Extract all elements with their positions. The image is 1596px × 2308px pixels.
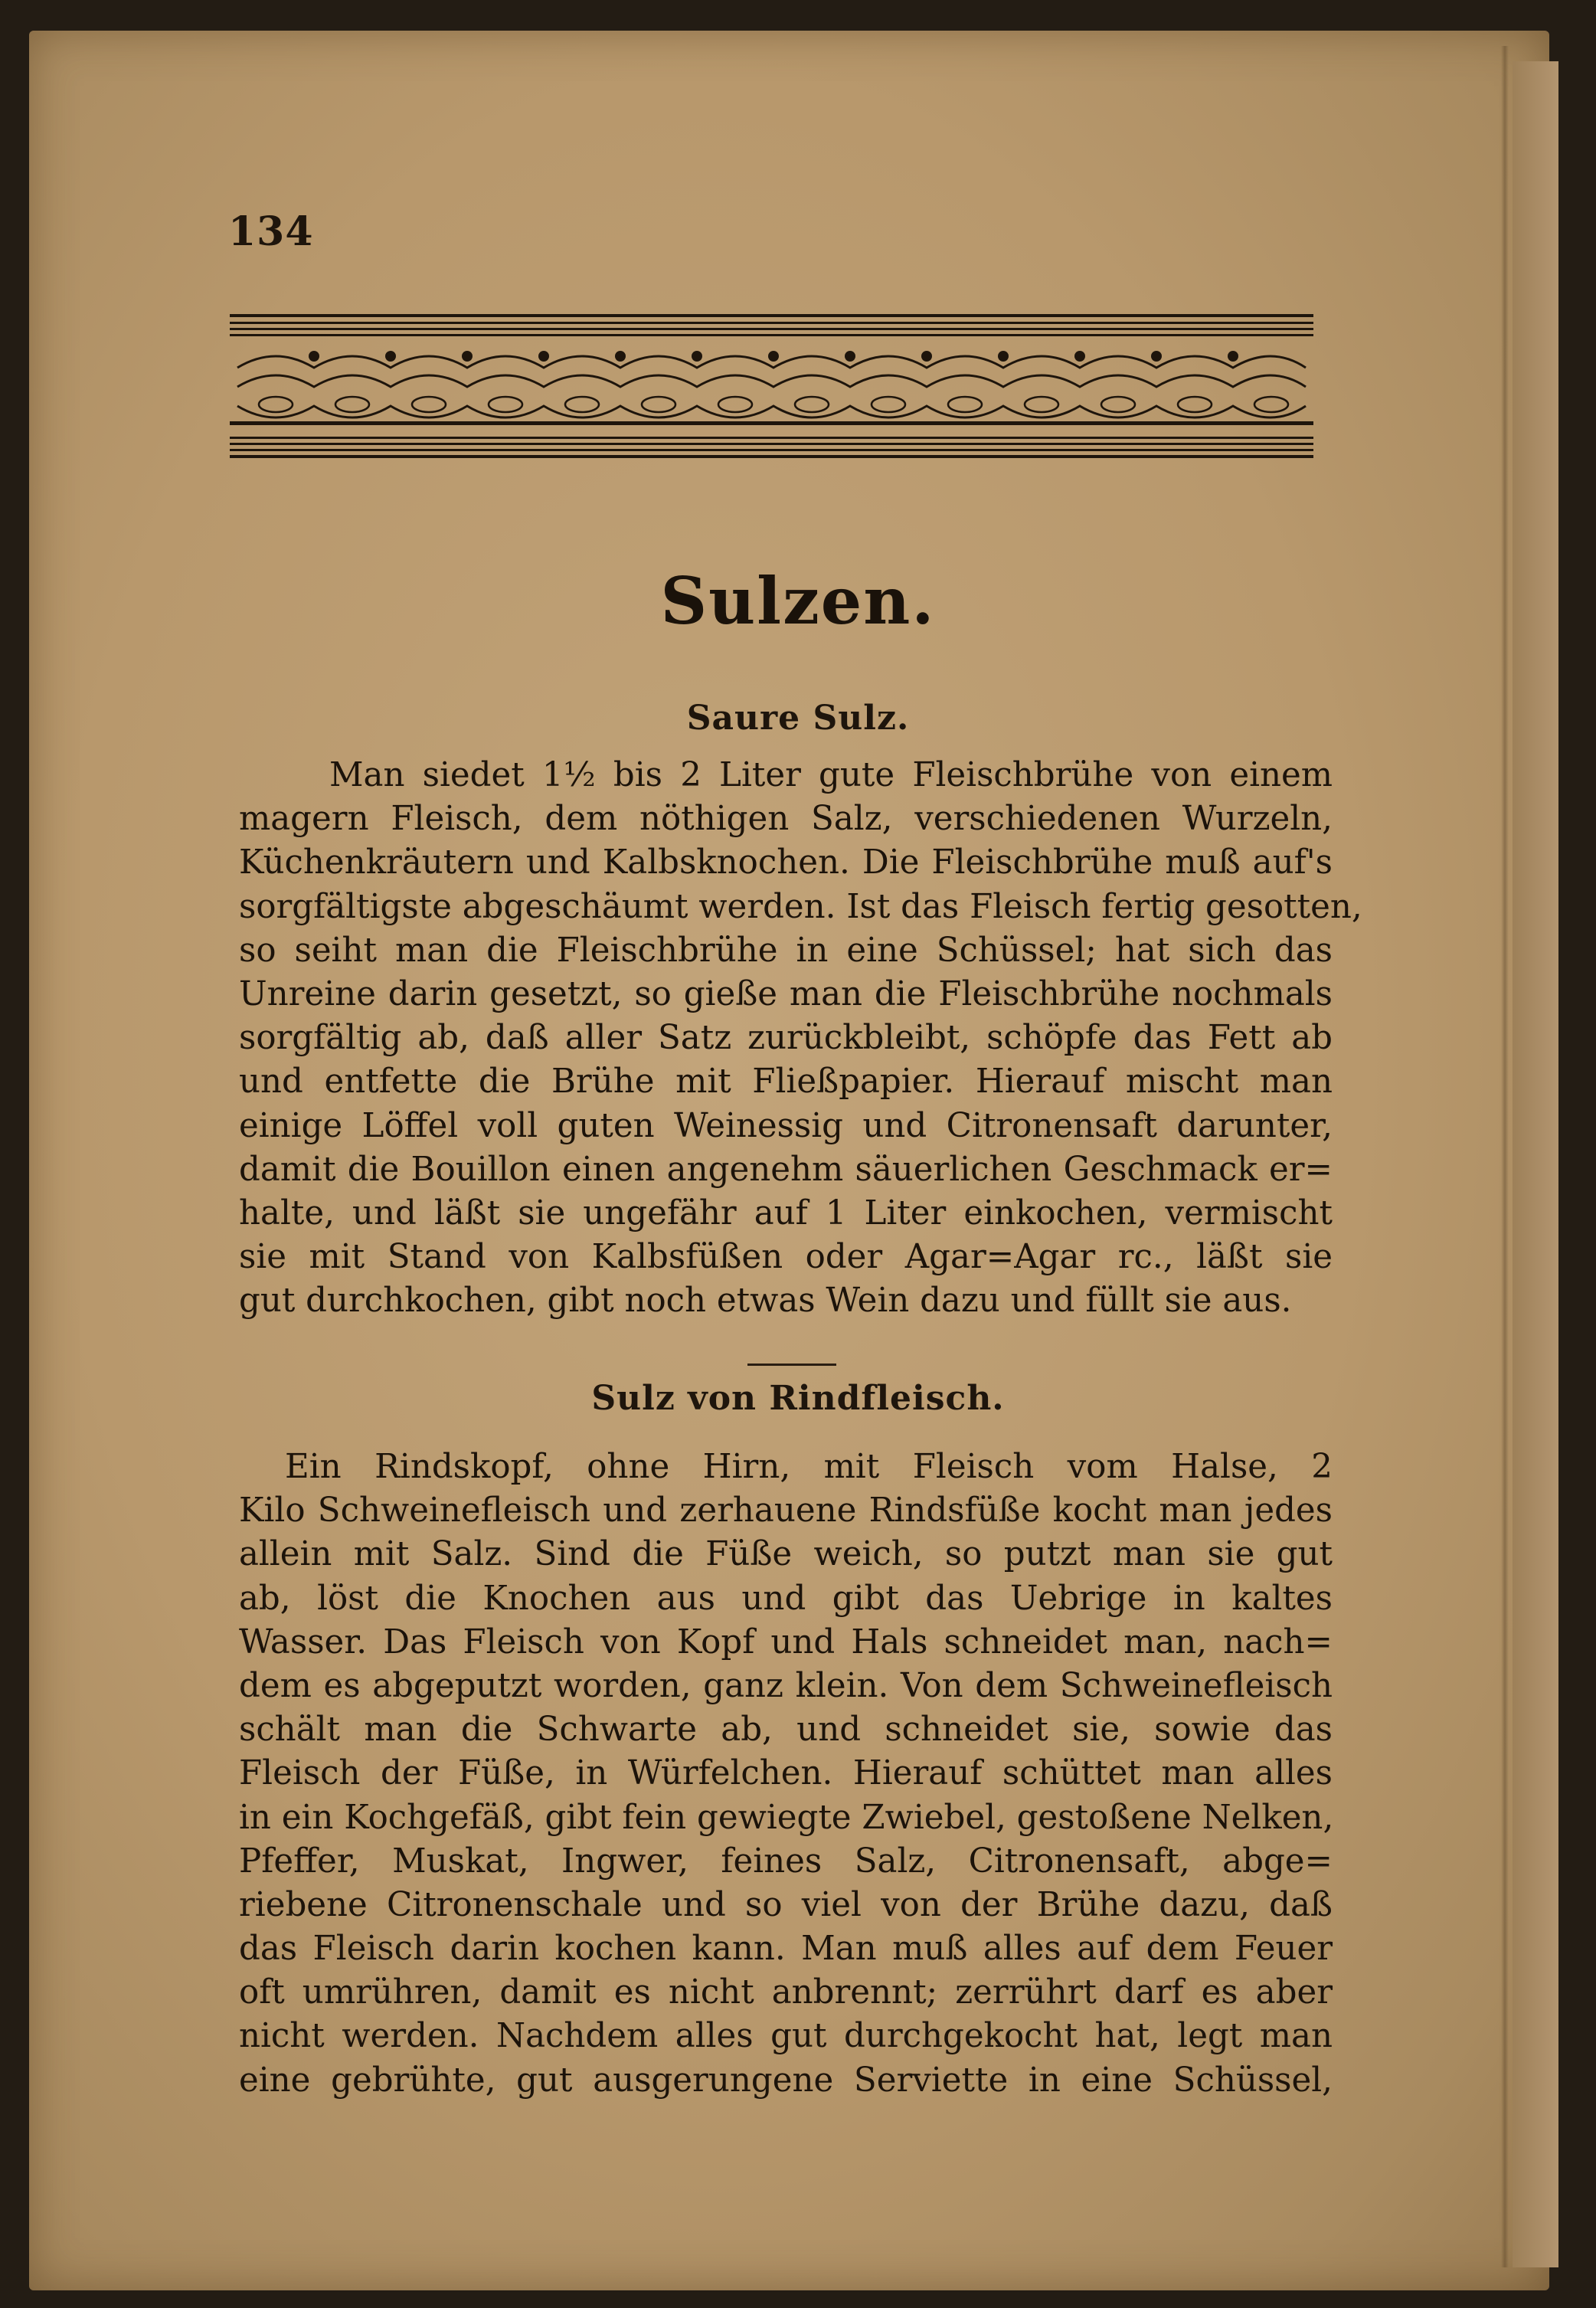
text-line: Ein Rindskopf, ohne Hirn, mit Fleisch vom Halse, 2 bbox=[285, 1448, 1333, 1486]
text-line: und entfette die Brühe mit Fließpapier. Hierauf mischt man bbox=[239, 1062, 1333, 1102]
text-line: Küchenkräutern und Kalbsknochen. Die Fleischbrühe muß auf's bbox=[239, 843, 1333, 882]
text-line: allein mit Salz. Sind die Füße weich, so putzt man sie gut bbox=[239, 1535, 1333, 1574]
section-divider bbox=[747, 1364, 836, 1366]
text-line: nicht werden. Nachdem alles gut durchgekocht hat, legt man bbox=[239, 2017, 1333, 2056]
text-line: dem es abgeputzt worden, ganz klein. Von dem Schweinefleisch bbox=[239, 1666, 1333, 1705]
text-line: Kilo Schweinefleisch und zerhauene Rindsfüße kocht man jedes bbox=[239, 1491, 1333, 1530]
text-line: gut durchkochen, gibt noch etwas Wein dazu und füllt sie aus. bbox=[239, 1282, 1292, 1321]
chapter-title: Sulzen. bbox=[660, 563, 936, 639]
next-page-edge bbox=[1513, 61, 1558, 2267]
text-line: schält man die Schwarte ab, und schneidet sie, sowie das bbox=[239, 1711, 1333, 1750]
text-line: Fleisch der Füße, in Würfelchen. Hierauf schüttet man alles bbox=[239, 1754, 1333, 1793]
text-line: sorgfältig ab, daß aller Satz zurückbleibt, schöpfe das Fett ab bbox=[239, 1019, 1333, 1058]
decorative-border-ornament bbox=[230, 314, 1313, 475]
text-line: eine gebrühte, gut ausgerungene Serviette in eine Schüssel, bbox=[239, 2061, 1333, 2100]
text-line: so seiht man die Fleischbrühe in eine Schüssel; hat sich das bbox=[239, 931, 1333, 970]
text-line: das Fleisch darin kochen kann. Man muß alles auf dem Feuer bbox=[239, 1930, 1333, 1969]
text-line: sie mit Stand von Kalbsfüßen oder Agar=Agar rc., läßt sie bbox=[239, 1238, 1333, 1277]
recipe-paragraph bbox=[239, 754, 1362, 1323]
text-line: Pfeffer, Muskat, Ingwer, feines Salz, Citronensaft, abge= bbox=[239, 1841, 1333, 1881]
text-line: sorgfältigste abgeschäumt werden. Ist das Fleisch fertig gesotten, bbox=[239, 887, 1362, 926]
text-line: Man siedet 1½ bis 2 Liter gute Fleischbrühe von einem bbox=[329, 756, 1333, 794]
text-line: halte, und läßt sie ungefähr auf 1 Liter einkochen, vermischt bbox=[239, 1193, 1333, 1233]
text-line: ab, löst die Knochen aus und gibt das Uebrige in kaltes bbox=[239, 1579, 1333, 1618]
text-line: in ein Kochgefäß, gibt fein gewiegte Zwiebel, gestoßene Nelken, bbox=[239, 1798, 1334, 1837]
text-line: damit die Bouillon einen angenehm säuerlichen Geschmack er= bbox=[239, 1150, 1333, 1189]
text-line: riebene Citronenschale und so viel von der Brühe dazu, daß bbox=[239, 1885, 1333, 1924]
section-heading: Saure Sulz. bbox=[686, 699, 910, 738]
section-heading: Sulz von Rindfleisch. bbox=[591, 1379, 1005, 1418]
page-gutter-shadow bbox=[1501, 46, 1509, 2267]
recipe-paragraph bbox=[239, 1445, 1333, 2103]
text-line: Wasser. Das Fleisch von Kopf und Hals schneidet man, nach= bbox=[239, 1622, 1333, 1661]
text-line: oft umrühren, damit es nicht anbrennt; zerrührt darf es aber bbox=[239, 1973, 1333, 2012]
page-number: 134 bbox=[228, 208, 314, 255]
text-line: Unreine darin gesetzt, so gieße man die Fleischbrühe nochmals bbox=[239, 974, 1333, 1013]
text-line: einige Löffel voll guten Weinessig und Citronensaft darunter, bbox=[239, 1106, 1333, 1145]
text-line: magern Fleisch, dem nöthigen Salz, verschiedenen Wurzeln, bbox=[239, 800, 1333, 839]
